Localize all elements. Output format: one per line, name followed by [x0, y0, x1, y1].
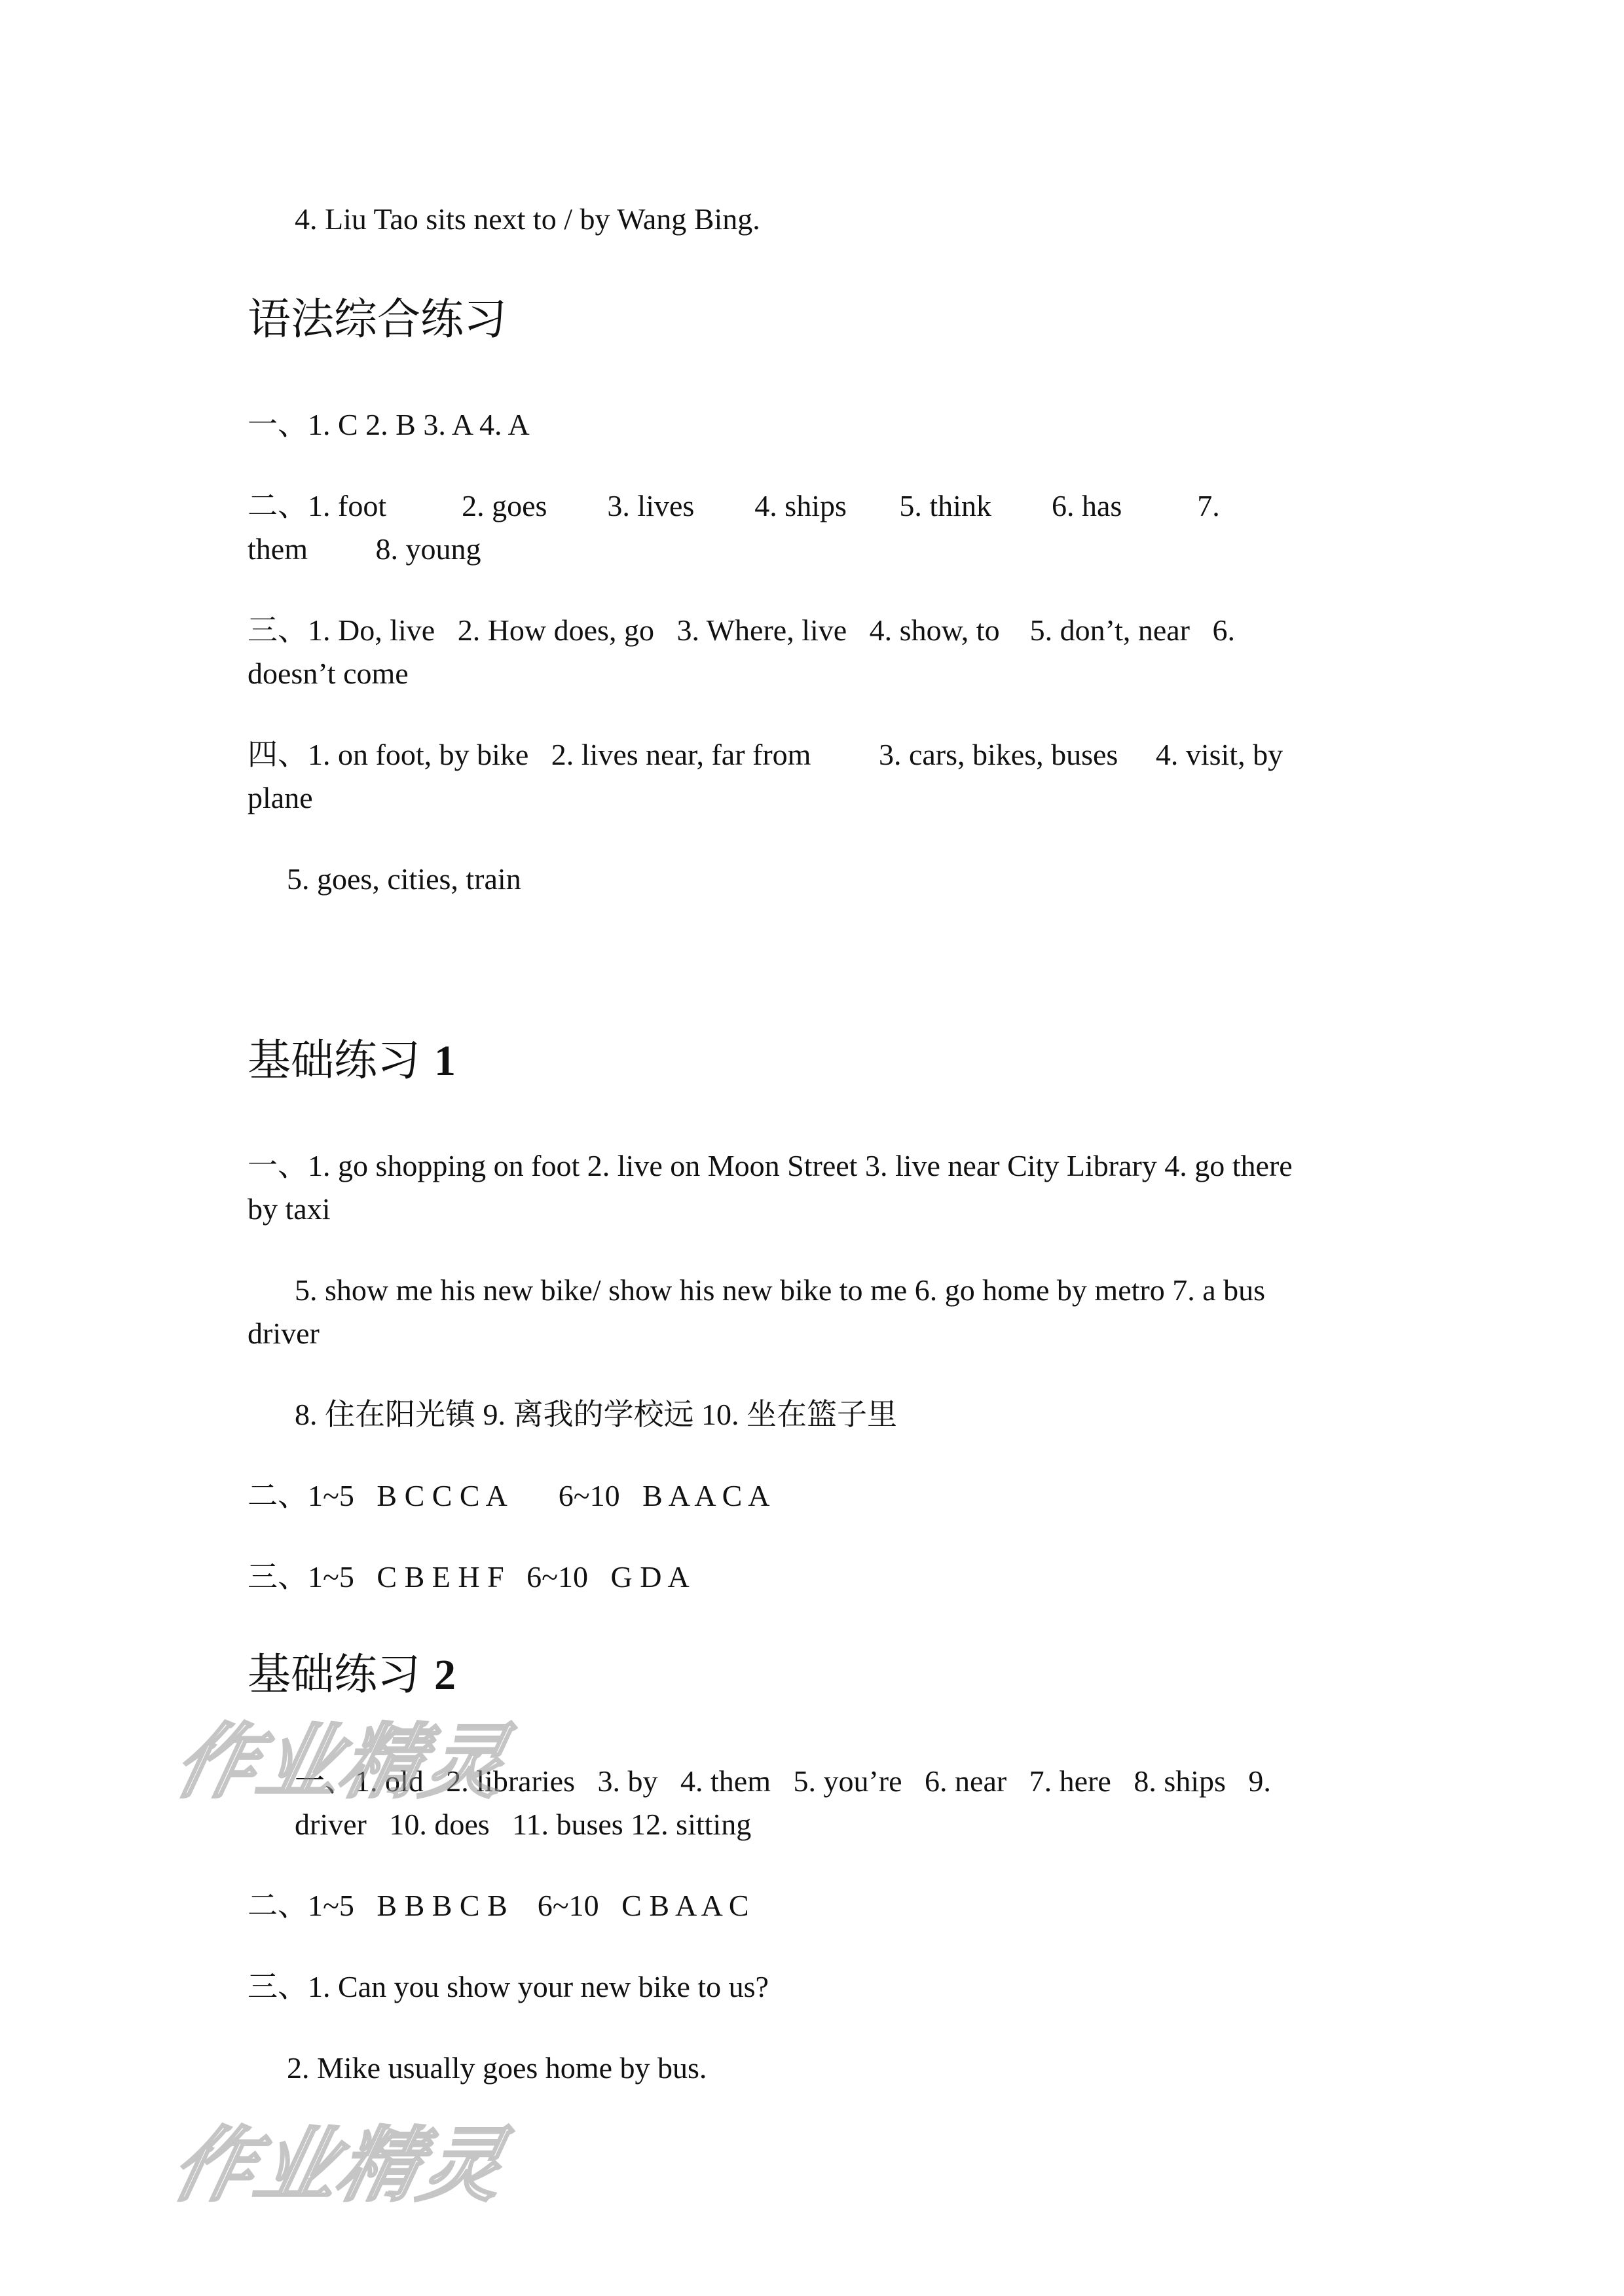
- grammar-part-4-line-3: 5. goes, cities, train: [287, 862, 521, 896]
- basic2-part-3-line-2: 2. Mike usually goes home by bus.: [287, 2051, 707, 2085]
- section-title-grammar: 语法综合练习: [248, 294, 507, 344]
- section-title-basic-2-text: 基础练习: [248, 1649, 420, 1700]
- section-title-basic-1-number: 1: [434, 1037, 456, 1085]
- grammar-part-4-line-2: plane: [248, 781, 313, 814]
- basic1-part-3: 三、1~5 C B E H F 6~10 G D A: [248, 1560, 690, 1594]
- answer-line-top-4: 4. Liu Tao sits next to / by Wang Bing.: [295, 202, 760, 236]
- grammar-part-2-line-1: 二、1. foot 2. goes 3. lives 4. ships 5. think 6. has 7.: [248, 489, 1220, 522]
- grammar-part-4-line-1: 四、1. on foot, by bike 2. lives near, far from 3. cars, bikes, buses 4. visit, by: [248, 738, 1283, 771]
- section-title-basic-2-number: 2: [434, 1651, 456, 1699]
- grammar-part-2-line-2: them 8. young: [248, 532, 481, 566]
- basic1-part-2: 二、1~5 B C C C A 6~10 B A A C A: [248, 1479, 770, 1512]
- basic1-part-1-line-1: 一、1. go shopping on foot 2. live on Moon Street 3. live near City Library 4. go there: [248, 1149, 1293, 1182]
- watermark-logo-1: 作业精灵: [166, 1715, 517, 1810]
- grammar-part-1: 一、1. C 2. B 3. A 4. A: [248, 408, 530, 441]
- basic1-part-1-line-3: 5. show me his new bike/ show his new bike to me 6. go home by metro 7. a bus: [295, 1273, 1266, 1307]
- basic1-part-1-line-4: driver: [248, 1317, 320, 1350]
- grammar-part-3-line-2: doesn’t come: [248, 657, 409, 690]
- section-title-basic-2: [248, 1649, 456, 1702]
- basic2-part-1-line-1: 一、1. old 2. libraries 3. by 4. them 5. you’re 6. near 7. here 8. ships 9.: [295, 1764, 1271, 1798]
- section-title-basic-1: [248, 1034, 456, 1087]
- grammar-part-3-line-1: 三、1. Do, live 2. How does, go 3. Where, live 4. show, to 5. don’t, near 6.: [248, 613, 1236, 647]
- basic2-part-2: 二、1~5 B B B C B 6~10 C B A A C: [248, 1889, 749, 1922]
- section-title-basic-1-text: 基础练习: [248, 1035, 420, 1085]
- basic1-part-1-line-5: 8. 住在阳光镇 9. 离我的学校远 10. 坐在篮子里: [295, 1398, 897, 1431]
- basic2-part-3-line-1: 三、1. Can you show your new bike to us?: [248, 1970, 769, 2003]
- basic1-part-1-line-2: by taxi: [248, 1192, 331, 1226]
- basic2-part-1-line-2: driver 10. does 11. buses 12. sitting: [295, 1808, 752, 1841]
- watermark-logo-2: 作业精灵: [164, 2119, 514, 2213]
